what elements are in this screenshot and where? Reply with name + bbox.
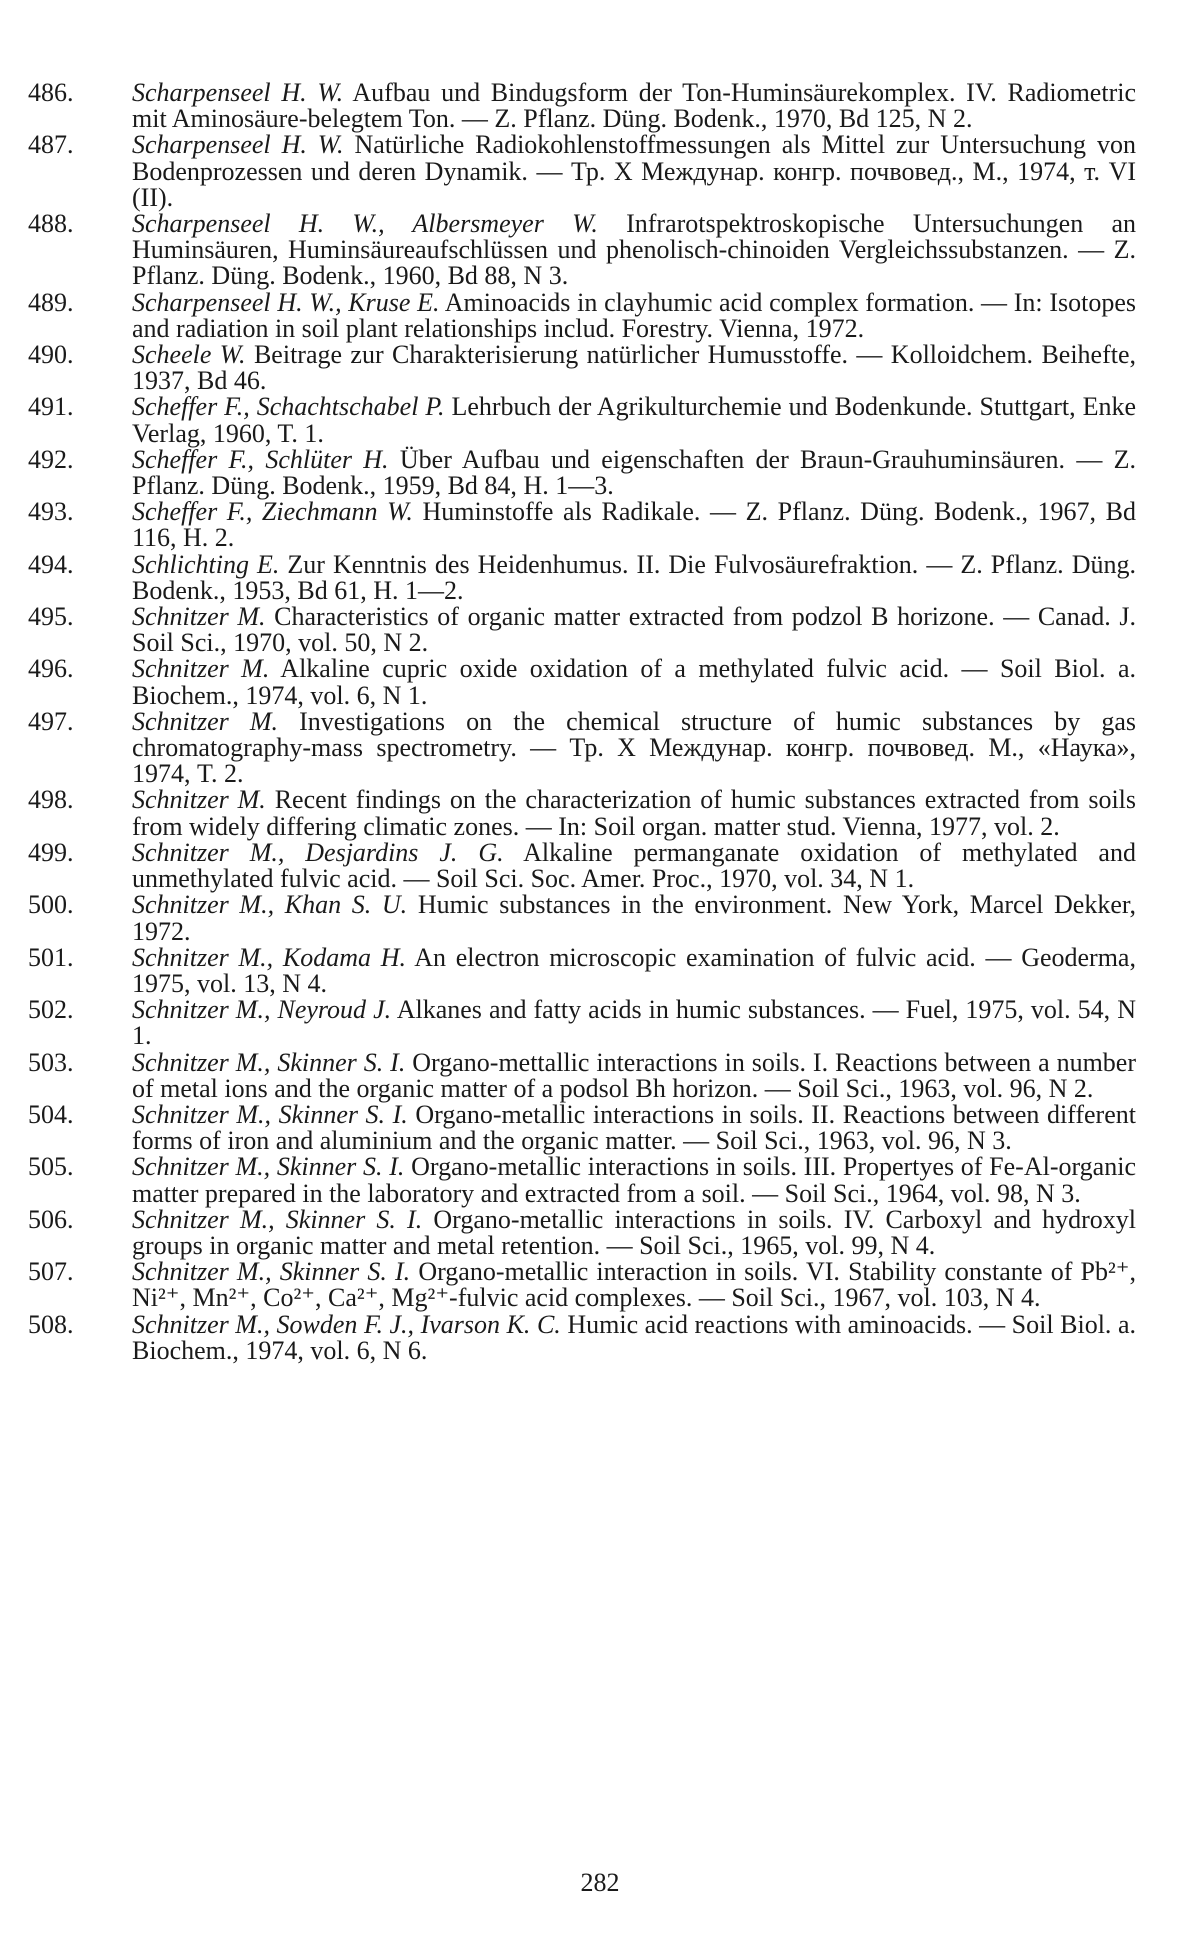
reference-body: [132, 1102, 1136, 1154]
reference-entry: [28, 997, 1136, 1049]
reference-entry: [28, 840, 1136, 892]
reference-entry: [28, 290, 1136, 342]
reference-text: Aminoacids in clayhumic acid complex formation. — In: Isotopes and radiation in soil plant relationships includ. Forestry. Vienna, 1972.: [132, 288, 1136, 343]
reference-text: Über Aufbau und eigenschaften der Braun-Grauhuminsäuren. — Z. Pflanz. Düng. Bodenk., 1959, Bd 84, H. 1—3.: [132, 445, 1136, 500]
reference-entry: [28, 552, 1136, 604]
reference-entry: [28, 211, 1136, 290]
reference-text: Alkaline permanganate oxidation of methylated and unmethylated fulvic acid. — Soil Sci. Soc. Amer. Proc., 1970, vol. 34, N 1.: [132, 838, 1136, 893]
reference-number: 489.: [28, 290, 132, 316]
reference-text: Organo-metallic interactions in soils. II. Reactions between different forms of iron and aluminium and the organic matter. — Soil Sci., 1963, vol. 96, N 3.: [132, 1100, 1136, 1155]
reference-authors: Schnitzer M., Skinner S. I.: [132, 1257, 410, 1286]
reference-body: [132, 499, 1136, 551]
reference-number: 488.: [28, 211, 132, 237]
reference-number: 499.: [28, 840, 132, 866]
reference-body: [132, 1154, 1136, 1206]
document-page: [0, 0, 1200, 1939]
reference-authors: Schnitzer M.: [132, 654, 269, 683]
reference-number: 501.: [28, 945, 132, 971]
reference-authors: Schnitzer M., Neyroud J.: [132, 995, 391, 1024]
reference-number: 494.: [28, 552, 132, 578]
reference-body: [132, 709, 1136, 788]
reference-text: Infrarotspektroskopische Untersuchungen an Huminsäuren, Huminsäureaufschlüssen und phenolisch-chinoiden Vergleichssubstanzen. — Z. Pflanz. Düng. Bodenk., 1960, Bd 88, N 3.: [132, 209, 1136, 290]
reference-authors: Schlichting E.: [132, 550, 279, 579]
reference-body: [132, 656, 1136, 708]
reference-body: [132, 342, 1136, 394]
reference-body: [132, 1207, 1136, 1259]
reference-text: Organo-mettallic interactions in soils. I. Reactions between a number of metal ions and the organic matter of a podsol Bh horizon. — Soil Sci., 1963, vol. 96, N 2.: [132, 1048, 1136, 1103]
reference-body: [132, 132, 1136, 211]
reference-number: 490.: [28, 342, 132, 368]
reference-body: [132, 290, 1136, 342]
reference-entry: [28, 1259, 1136, 1311]
reference-number: 505.: [28, 1154, 132, 1180]
reference-body: [132, 1050, 1136, 1102]
reference-text: An electron microscopic examination of fulvic acid. — Geoderma, 1975, vol. 13, N 4.: [132, 943, 1136, 998]
reference-body: [132, 604, 1136, 656]
reference-authors: Scharpenseel H. W., Albersmeyer W.: [132, 209, 598, 238]
reference-number: 493.: [28, 499, 132, 525]
reference-number: 497.: [28, 709, 132, 735]
reference-entry: [28, 945, 1136, 997]
reference-authors: Schnitzer M., Khan S. U.: [132, 890, 407, 919]
reference-entry: [28, 132, 1136, 211]
reference-authors: Schnitzer M., Desjardins J. G.: [132, 838, 504, 867]
reference-text: Characteristics of organic matter extracted from podzol B horizone. — Canad. J. Soil Sci., 1970, vol. 50, N 2.: [132, 602, 1136, 657]
reference-body: [132, 552, 1136, 604]
reference-text: Humic acid reactions with aminoacids. — Soil Biol. a. Biochem., 1974, vol. 6, N 6.: [132, 1310, 1136, 1365]
reference-entry: [28, 1102, 1136, 1154]
reference-authors: Schnitzer M., Skinner S. I.: [132, 1048, 405, 1077]
reference-number: 491.: [28, 394, 132, 420]
page-number: 282: [0, 1868, 1200, 1898]
reference-entry: [28, 447, 1136, 499]
reference-number: 486.: [28, 80, 132, 106]
reference-entry: [28, 892, 1136, 944]
reference-number: 504.: [28, 1102, 132, 1128]
reference-list: [28, 80, 1136, 1364]
reference-entry: [28, 1312, 1136, 1364]
reference-authors: Schnitzer M.: [132, 785, 266, 814]
reference-number: 500.: [28, 892, 132, 918]
reference-body: [132, 211, 1136, 290]
reference-entry: [28, 604, 1136, 656]
reference-number: 498.: [28, 787, 132, 813]
reference-authors: Scharpenseel H. W., Kruse E.: [132, 288, 440, 317]
reference-body: [132, 80, 1136, 132]
reference-body: [132, 892, 1136, 944]
reference-entry: [28, 1207, 1136, 1259]
reference-authors: Scheffer F., Schachtschabel P.: [132, 392, 444, 421]
reference-authors: Schnitzer M., Skinner S. I.: [132, 1205, 422, 1234]
reference-text: Aufbau und Bindugsform der Ton-Huminsäurekomplex. IV. Radiometric mit Aminosäure-belegtem Ton. — Z. Pflanz. Düng. Bodenk., 1970, Bd 125, N 2.: [132, 78, 1136, 133]
reference-text: Investigations on the chemical structure of humic substances by gas chromatography-mass spectrometry. — Тр. X Междунар. конгр. почвовед. М., «Наука», 1974, T. 2.: [132, 707, 1136, 788]
reference-body: [132, 447, 1136, 499]
reference-authors: Schnitzer M., Sowden F. J., Ivarson K. C.: [132, 1310, 561, 1339]
reference-entry: [28, 656, 1136, 708]
reference-text: Beitrage zur Charakterisierung natürlicher Humusstoffe. — Kolloidchem. Beihefte, 1937, Bd 46.: [132, 340, 1136, 395]
reference-number: 502.: [28, 997, 132, 1023]
reference-entry: [28, 342, 1136, 394]
reference-number: 503.: [28, 1050, 132, 1076]
reference-text: Recent findings on the characterization of humic substances extracted from soils from widely differing climatic zones. — In: Soil organ. matter stud. Vienna, 1977, vol. 2.: [132, 785, 1136, 840]
reference-authors: Schnitzer M., Kodama H.: [132, 943, 406, 972]
reference-text: Lehrbuch der Agrikulturchemie und Bodenkunde. Stuttgart, Enke Verlag, 1960, T. 1.: [132, 392, 1136, 447]
reference-authors: Schnitzer M.: [132, 602, 266, 631]
reference-body: [132, 1312, 1136, 1364]
reference-number: 496.: [28, 656, 132, 682]
reference-number: 487.: [28, 132, 132, 158]
reference-authors: Schnitzer M., Skinner S. I.: [132, 1152, 404, 1181]
reference-number: 492.: [28, 447, 132, 473]
reference-number: 508.: [28, 1312, 132, 1338]
reference-entry: [28, 1050, 1136, 1102]
reference-number: 495.: [28, 604, 132, 630]
reference-authors: Schnitzer M., Skinner S. I.: [132, 1100, 408, 1129]
reference-authors: Scheffer F., Ziechmann W.: [132, 497, 413, 526]
reference-authors: Scheele W.: [132, 340, 246, 369]
reference-text: Humic substances in the environment. New York, Marcel Dekker, 1972.: [132, 890, 1136, 945]
reference-body: [132, 945, 1136, 997]
reference-body: [132, 840, 1136, 892]
reference-authors: Scharpenseel H. W.: [132, 130, 344, 159]
reference-text: Organo-metallic interaction in soils. VI. Stability constante of Pb²⁺, Ni²⁺, Mn²⁺, Co²⁺, Ca²⁺, Mg²⁺-fulvic acid complexes. — Soil Sci., 1967, vol. 103, N 4.: [132, 1257, 1136, 1312]
reference-body: [132, 997, 1136, 1049]
reference-entry: [28, 787, 1136, 839]
reference-body: [132, 1259, 1136, 1311]
reference-authors: Scharpenseel H. W.: [132, 78, 343, 107]
reference-entry: [28, 499, 1136, 551]
reference-body: [132, 394, 1136, 446]
reference-entry: [28, 80, 1136, 132]
reference-authors: Scheffer F., Schlüter H.: [132, 445, 389, 474]
reference-authors: Schnitzer M.: [132, 707, 278, 736]
reference-number: 506.: [28, 1207, 132, 1233]
reference-entry: [28, 394, 1136, 446]
reference-body: [132, 787, 1136, 839]
reference-text: Organo-metallic interactions in soils. IV. Carboxyl and hydroxyl groups in organic matter and metal retention. — Soil Sci., 1965, vol. 99, N 4.: [132, 1205, 1136, 1260]
reference-entry: [28, 1154, 1136, 1206]
reference-text: Alkaline cupric oxide oxidation of a methylated fulvic acid. — Soil Biol. a. Biochem., 1974, vol. 6, N 1.: [132, 654, 1136, 709]
reference-text: Organo-metallic interactions in soils. III. Propertyes of Fe-Al-organic matter prepared in the laboratory and extracted from a soil. — Soil Sci., 1964, vol. 98, N 3.: [132, 1152, 1136, 1207]
reference-text: Huminstoffe als Radikale. — Z. Pflanz. Düng. Bodenk., 1967, Bd 116, H. 2.: [132, 497, 1136, 552]
reference-entry: [28, 709, 1136, 788]
reference-text: Alkanes and fatty acids in humic substances. — Fuel, 1975, vol. 54, N 1.: [132, 995, 1136, 1050]
reference-text: Zur Kenntnis des Heidenhumus. II. Die Fulvosäurefraktion. — Z. Pflanz. Düng. Bodenk., 1953, Bd 61, H. 1—2.: [132, 550, 1136, 605]
reference-number: 507.: [28, 1259, 132, 1285]
reference-text: Natürliche Radiokohlenstoffmessungen als Mittel zur Untersuchung von Bodenprozessen und deren Dynamik. — Тр. X Междунар. конгр. почвовед., М., 1974, т. VI (II).: [132, 130, 1136, 211]
